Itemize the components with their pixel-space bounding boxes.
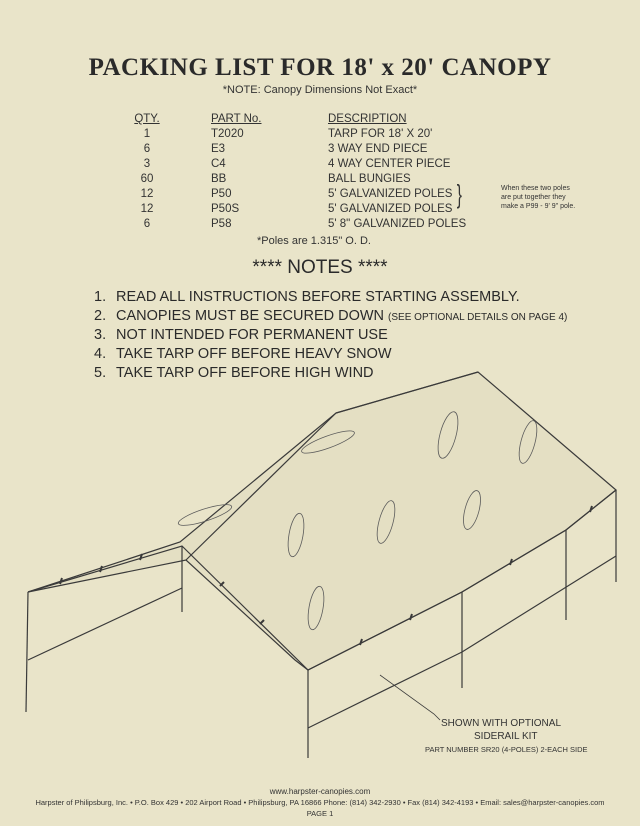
callout-leader: [380, 675, 440, 720]
parts-table-header: [0, 113, 640, 128]
qty-cell: 6: [143, 218, 151, 230]
part-cell: P50: [211, 188, 232, 200]
part-cell: E3: [211, 143, 226, 155]
part-cell: T2020: [211, 128, 244, 140]
list-item: [94, 308, 567, 324]
qty-header: QTY.: [134, 113, 160, 125]
part-cell: P50S: [211, 203, 240, 215]
description-cell: TARP FOR 18' X 20': [328, 128, 433, 140]
note-text: NOT INTENDED FOR PERMANENT USE: [116, 327, 388, 343]
description-cell: 5' GALVANIZED POLES: [328, 188, 453, 200]
note-number: 5.: [94, 365, 107, 381]
canopy-illustration: [0, 360, 640, 760]
footer-address: Harpster of Philipsburg, Inc. • P.O. Box 429 • 202 Airport Road • Philipsburg, PA 16866 Phone: (814) 342-2930 • Fax (814) 342-4193 • Email: sales@harpster-canopies.com: [35, 798, 605, 807]
description-header: DESCRIPTION: [328, 113, 407, 125]
poles-note-line: make a P99 - 9' 9" pole.: [501, 203, 576, 210]
poles-combine-note: [501, 184, 611, 211]
note-text: CANOPIES MUST BE SECURED DOWN: [116, 308, 389, 324]
description-cell: 5' GALVANIZED POLES: [328, 203, 453, 215]
description-cell: 4 WAY CENTER PIECE: [328, 158, 451, 170]
note-number: 4.: [94, 346, 107, 362]
footer-website: www.harpster-canopies.com: [269, 787, 371, 796]
note-number: 2.: [94, 308, 107, 324]
qty-cell: 12: [140, 188, 154, 200]
note-text: TAKE TARP OFF BEFORE HEAVY SNOW: [116, 346, 392, 362]
poles-note-line: When these two poles: [501, 185, 570, 192]
qty-cell: 1: [143, 128, 151, 140]
qty-cell: 60: [140, 173, 154, 185]
qty-cell: 12: [140, 203, 154, 215]
siderail: [28, 588, 182, 660]
part-cell: C4: [211, 158, 226, 170]
qty-cell: 3: [143, 158, 151, 170]
part-cell: P58: [211, 218, 232, 230]
table-row: [0, 218, 640, 233]
note-aside: (SEE OPTIONAL DETAILS ON PAGE 4): [388, 312, 568, 323]
note-number: 1.: [94, 289, 107, 305]
poles-od-note: *Poles are 1.315" O. D.: [257, 235, 371, 247]
notes-heading: **** NOTES ****: [252, 257, 388, 278]
part-cell: BB: [211, 173, 227, 185]
page-title: PACKING LIST FOR 18' x 20' CANOPY: [88, 54, 552, 81]
brace-icon: }: [456, 179, 462, 209]
canopy-tarp: [28, 372, 616, 670]
description-cell: BALL BUNGIES: [328, 173, 411, 185]
corner-leg: [26, 592, 28, 712]
description-cell: 3 WAY END PIECE: [328, 143, 428, 155]
table-row: [0, 128, 640, 143]
dimensions-note: *NOTE: Canopy Dimensions Not Exact*: [222, 84, 418, 96]
poles-note-line: are put together they: [501, 194, 566, 201]
siderail: [308, 652, 462, 728]
list-item: [94, 289, 520, 305]
note-text: READ ALL INSTRUCTIONS BEFORE STARTING ASSEMBLY.: [116, 289, 520, 305]
page-number: PAGE 1: [306, 809, 334, 818]
table-row: [0, 143, 640, 158]
table-row: [0, 158, 640, 173]
note-text: TAKE TARP OFF BEFORE HIGH WIND: [116, 365, 374, 381]
siderail-callout-line2: SIDERAIL KIT: [474, 731, 538, 742]
siderail-callout-line1: SHOWN WITH OPTIONAL: [441, 718, 561, 729]
part-no-header: PART No.: [211, 113, 262, 125]
list-item: [94, 327, 388, 343]
siderail-callout-part: PART NUMBER SR20 (4-POLES) 2-EACH SIDE: [425, 745, 588, 754]
note-number: 3.: [94, 327, 107, 343]
description-cell: 5' 8" GALVANIZED POLES: [328, 218, 467, 230]
qty-cell: 6: [143, 143, 151, 155]
